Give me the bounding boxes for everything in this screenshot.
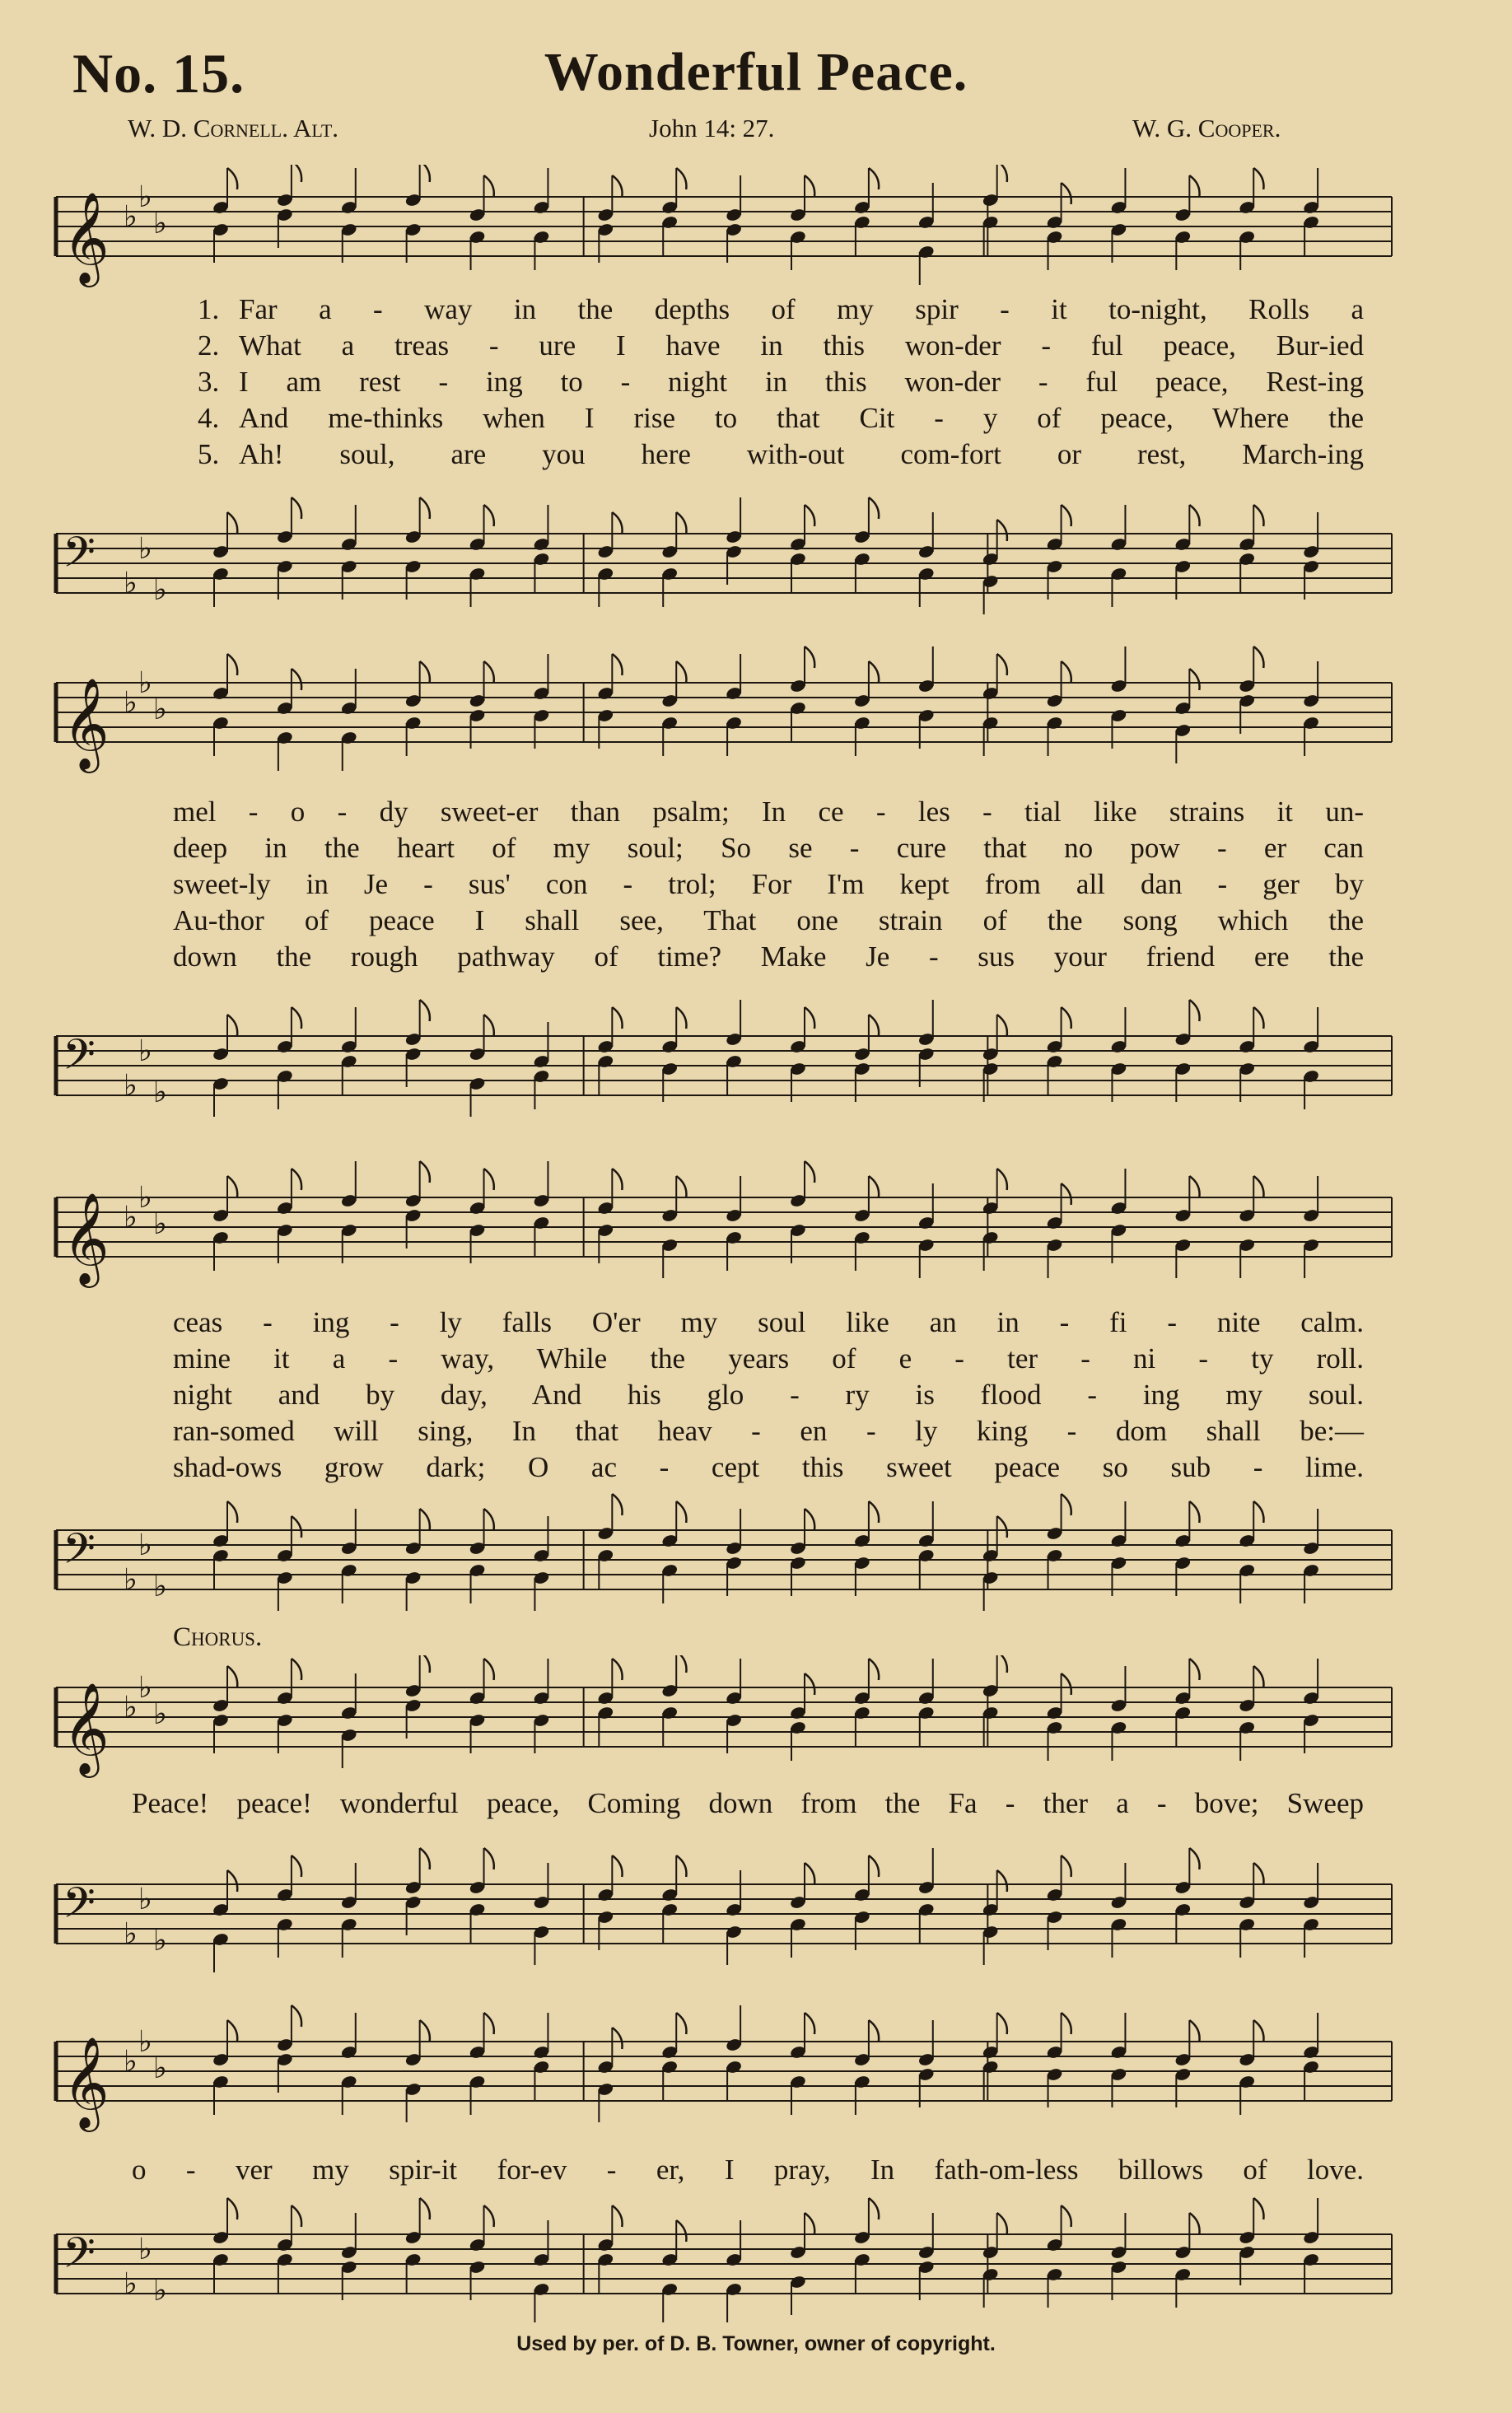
- verse-line: [0, 1415, 1512, 1451]
- note-flag: [227, 1666, 237, 1687]
- verse-text: Au-thor of peace I shall see, That one strain of the song which the: [173, 904, 1364, 936]
- bass-clef-icon: 𝄢: [63, 527, 96, 587]
- flat-sign-icon: ♭: [138, 1034, 152, 1068]
- verse-text: Ah! soul, are you here with-out com-fort or rest, March-ing: [239, 438, 1364, 470]
- note-flag: [612, 2028, 622, 2049]
- note-flag: [1253, 646, 1263, 668]
- flat-sign-icon: ♭: [124, 1917, 138, 1951]
- note-flag: [484, 1015, 494, 1036]
- flat-sign-icon: ♭: [124, 1201, 138, 1235]
- note-flag: [484, 661, 494, 683]
- note-flag: [420, 1161, 430, 1183]
- note-flag: [292, 1659, 301, 1680]
- note-flag: [805, 1673, 814, 1695]
- note-flag: [1062, 505, 1071, 526]
- note-flag: [997, 1655, 1007, 1673]
- note-flag: [805, 1509, 814, 1530]
- flat-sign-icon: ♭: [138, 1529, 152, 1562]
- flat-sign-icon: ♭: [138, 666, 152, 700]
- note-flag: [292, 497, 301, 519]
- note-flag: [997, 2213, 1007, 2234]
- verse-line: [0, 438, 1512, 474]
- note-flag: [1253, 1863, 1263, 1884]
- note-flag: [997, 2013, 1007, 2034]
- note-flag: [612, 512, 622, 534]
- note-flag: [612, 2205, 622, 2227]
- verse-line: [0, 832, 1512, 868]
- treble-clef-icon: 𝄞: [63, 677, 110, 769]
- flat-sign-icon: ♭: [124, 1069, 138, 1103]
- scripture-reference: John 14: 27.: [649, 114, 775, 142]
- note-flag: [1062, 183, 1071, 204]
- note-flag: [227, 1176, 237, 1197]
- note-flag: [227, 168, 237, 189]
- note-flag: [484, 1659, 494, 1680]
- note-flag: [805, 505, 814, 526]
- verse-line: [0, 1379, 1512, 1415]
- bass-clef-icon: 𝄢: [63, 2228, 96, 2288]
- verse-block-system-3: [0, 1306, 1512, 1487]
- note-flag: [420, 2198, 430, 2219]
- note-flag: [612, 1007, 622, 1029]
- note-flag: [676, 1855, 686, 1877]
- note-flag: [484, 1509, 494, 1530]
- note-flag: [805, 2213, 814, 2234]
- note-flag: [676, 512, 686, 534]
- flat-sign-icon: ♭: [124, 567, 138, 600]
- note-flag: [869, 1501, 879, 1523]
- note-flag: [1062, 1673, 1071, 1695]
- treble-clef-icon: 𝄞: [63, 191, 110, 283]
- note-flag: [676, 168, 686, 189]
- verse-text: sweet-ly in Je - sus' con - trol; For I'm kept from all dan - ger by: [173, 868, 1364, 900]
- note-flag: [612, 175, 622, 197]
- flat-sign-icon: ♭: [153, 1570, 167, 1603]
- flat-sign-icon: ♭: [124, 200, 138, 234]
- note-flag: [869, 1015, 879, 1036]
- note-flag: [420, 661, 430, 683]
- note-flag: [1189, 1176, 1199, 1197]
- flat-sign-icon: ♭: [153, 2274, 167, 2308]
- note-flag: [1062, 1007, 1071, 1029]
- treble-clef-icon: 𝄞: [63, 1192, 110, 1284]
- note-flag: [997, 1169, 1007, 1190]
- note-flag: [1189, 2020, 1199, 2042]
- flat-sign-icon: ♭: [153, 1207, 167, 1241]
- note-flag: [1189, 1659, 1199, 1680]
- verse-block-system-2: [0, 796, 1512, 977]
- note-flag: [484, 2205, 494, 2227]
- treble-staff-chorus-1: [49, 1655, 1400, 1779]
- verse-text: What a treas - ure I have in this won-der - ful peace, Bur-ied: [239, 329, 1364, 362]
- note-flag: [292, 669, 301, 690]
- note-flag: [1189, 1501, 1199, 1523]
- note-flag: [869, 168, 879, 189]
- verse-line: [0, 1451, 1512, 1487]
- note-flag: [997, 165, 1007, 182]
- note-flag: [292, 2205, 301, 2227]
- verse-line: [0, 796, 1512, 832]
- note-flag: [805, 175, 814, 197]
- note-flag: [292, 2005, 301, 2027]
- bass-staff-system-2: [49, 980, 1400, 1145]
- note-flag: [869, 1659, 879, 1680]
- note-flag: [484, 505, 494, 526]
- verse-line: [0, 1306, 1512, 1342]
- note-flag: [1062, 1855, 1071, 1877]
- note-flag: [805, 1161, 814, 1183]
- treble-clef-icon: 𝄞: [63, 1682, 110, 1774]
- note-flag: [227, 2198, 237, 2219]
- copyright-note: Used by per. of D. B. Towner, owner of copyright.: [516, 2332, 996, 2355]
- note-flag: [1062, 2205, 1071, 2227]
- verse-number: 4.: [198, 402, 220, 434]
- verse-text: I am rest - ing to - night in this won-der - ful peace, Rest-ing: [239, 366, 1364, 398]
- flat-sign-icon: ♭: [124, 2045, 138, 2079]
- treble-staff-system-3: [49, 1153, 1400, 1301]
- note-flag: [1253, 2020, 1263, 2042]
- note-flag: [997, 1870, 1007, 1892]
- note-flag: [612, 1659, 622, 1680]
- flat-sign-icon: ♭: [138, 1883, 152, 1916]
- bass-clef-icon: 𝄢: [63, 1029, 96, 1090]
- note-flag: [997, 1516, 1007, 1538]
- verse-text: night and by day, And his glo - ry is flood - ing my soul.: [173, 1379, 1364, 1411]
- verse-block-system-1: [0, 293, 1512, 474]
- note-flag: [227, 1501, 237, 1523]
- bass-staff-chorus-2: [49, 2191, 1400, 2331]
- note-flag: [484, 1169, 494, 1190]
- note-flag: [612, 654, 622, 675]
- flat-sign-icon: ♭: [124, 1691, 138, 1725]
- note-flag: [676, 1501, 686, 1523]
- bass-clef-icon: 𝄢: [63, 1524, 96, 1584]
- flat-sign-icon: ♭: [124, 1563, 138, 1597]
- flat-sign-icon: ♭: [138, 2025, 152, 2059]
- verse-line: [0, 293, 1512, 329]
- note-flag: [420, 1848, 430, 1869]
- verse-text: ran-somed will sing, In that heav - en - ly king - dom shall be:—: [173, 1415, 1364, 1447]
- note-flag: [612, 1855, 622, 1877]
- flat-sign-icon: ♭: [138, 2233, 152, 2266]
- note-flag: [1062, 661, 1071, 683]
- note-flag: [1253, 2198, 1263, 2219]
- note-flag: [676, 2220, 686, 2242]
- note-flag: [484, 2013, 494, 2034]
- words-credit: W. D. Cornell. Alt.: [128, 114, 339, 142]
- note-flag: [1189, 175, 1199, 197]
- verse-number: 1.: [198, 293, 220, 325]
- note-flag: [292, 165, 301, 182]
- note-flag: [1253, 505, 1263, 526]
- verse-text: Far a - way in the depths of my spir - it to-night, Rolls a: [239, 293, 1364, 325]
- verse-text: down the rough pathway of time? Make Je - sus your friend ere the: [173, 940, 1364, 973]
- note-flag: [1062, 2013, 1071, 2034]
- note-flag: [869, 1855, 879, 1877]
- treble-clef-icon: 𝄞: [63, 2036, 110, 2128]
- note-flag: [292, 1516, 301, 1538]
- verse-number: 2.: [198, 329, 220, 362]
- note-flag: [420, 497, 430, 519]
- verse-line: [0, 329, 1512, 366]
- verse-number: 5.: [198, 438, 220, 470]
- flat-sign-icon: ♭: [138, 180, 152, 214]
- note-flag: [805, 1863, 814, 1884]
- flat-sign-icon: ♭: [153, 207, 167, 240]
- note-flag: [420, 1655, 430, 1673]
- flat-sign-icon: ♭: [138, 532, 152, 566]
- flat-sign-icon: ♭: [138, 1671, 152, 1705]
- note-flag: [869, 1176, 879, 1197]
- note-flag: [805, 646, 814, 668]
- hymn-number: No. 15.: [72, 42, 245, 105]
- note-flag: [1062, 1494, 1071, 1515]
- treble-staff-system-1: [49, 165, 1400, 288]
- hymn-title: Wonderful Peace.: [544, 42, 968, 102]
- flat-sign-icon: ♭: [153, 2051, 167, 2085]
- note-flag: [227, 2020, 237, 2042]
- flat-sign-icon: ♭: [153, 1697, 167, 1731]
- note-flag: [420, 165, 430, 182]
- note-flag: [1189, 2213, 1199, 2234]
- note-flag: [869, 497, 879, 519]
- flat-sign-icon: ♭: [153, 1924, 167, 1958]
- verse-line: [0, 940, 1512, 977]
- note-flag: [869, 661, 879, 683]
- verse-line: [0, 366, 1512, 402]
- note-flag: [997, 520, 1007, 541]
- note-flag: [227, 654, 237, 675]
- bass-staff-system-1: [49, 486, 1400, 634]
- note-flag: [292, 1169, 301, 1190]
- note-flag: [227, 1870, 237, 1892]
- note-flag: [676, 2013, 686, 2034]
- verse-number: 3.: [198, 366, 220, 398]
- note-flag: [997, 1015, 1007, 1036]
- note-flag: [676, 661, 686, 683]
- verse-line: [0, 1342, 1512, 1379]
- note-flag: [227, 1015, 237, 1036]
- flat-sign-icon: ♭: [153, 693, 167, 726]
- note-flag: [1189, 1000, 1199, 1021]
- note-flag: [805, 2013, 814, 2034]
- note-flag: [420, 2020, 430, 2042]
- chorus-line-2: o - ver my spir-it for-ev - er, I pray, In fath-om-less billows of love.: [132, 2154, 1364, 2186]
- note-flag: [292, 1007, 301, 1029]
- verse-line: [0, 868, 1512, 904]
- flat-sign-icon: ♭: [124, 686, 138, 720]
- note-flag: [1189, 1848, 1199, 1869]
- flat-sign-icon: ♭: [124, 2267, 138, 2301]
- note-flag: [484, 1848, 494, 1869]
- verse-text: deep in the heart of my soul; So se - cure that no pow - er can: [173, 832, 1364, 864]
- verse-text: mel - o - dy sweet-er than psalm; In ce - les - tial like strains it un-: [173, 796, 1364, 828]
- note-flag: [612, 1169, 622, 1190]
- verse-line: [0, 904, 1512, 940]
- bass-staff-chorus-1: [49, 1832, 1400, 1989]
- note-flag: [227, 512, 237, 534]
- chorus-label: Chorus.: [173, 1622, 263, 1652]
- note-flag: [676, 1655, 686, 1673]
- flat-sign-icon: ♭: [138, 1181, 152, 1215]
- note-flag: [420, 1000, 430, 1021]
- note-flag: [292, 1855, 301, 1877]
- verse-line: [0, 402, 1512, 438]
- note-flag: [1253, 1007, 1263, 1029]
- flat-sign-icon: ♭: [153, 1076, 167, 1109]
- bass-clef-icon: 𝄢: [63, 1878, 96, 1938]
- treble-staff-chorus-2: [49, 1993, 1400, 2149]
- bass-staff-system-3: [49, 1491, 1400, 1622]
- note-flag: [1253, 1176, 1263, 1197]
- note-flag: [420, 1509, 430, 1530]
- note-flag: [1253, 168, 1263, 189]
- note-flag: [1189, 505, 1199, 526]
- note-flag: [869, 2020, 879, 2042]
- note-flag: [1253, 1666, 1263, 1687]
- verse-text: And me-thinks when I rise to that Cit - y of peace, Where the: [239, 402, 1364, 434]
- verse-text: mine it a - way, While the years of e - ter - ni - ty roll.: [173, 1342, 1364, 1375]
- note-flag: [805, 1007, 814, 1029]
- note-flag: [484, 175, 494, 197]
- note-flag: [997, 654, 1007, 675]
- music-credit: W. G. Cooper.: [1132, 114, 1281, 142]
- treble-staff-system-2: [49, 642, 1400, 782]
- note-flag: [676, 1176, 686, 1197]
- note-flag: [1253, 1501, 1263, 1523]
- chorus-line-1: Peace! peace! wonderful peace, Coming down from the Fa - ther a - bove; Sweep: [132, 1787, 1364, 1819]
- note-flag: [612, 1494, 622, 1515]
- note-flag: [1189, 669, 1199, 690]
- verse-text: ceas - ing - ly falls O'er my soul like an in - fi - nite calm.: [173, 1306, 1364, 1338]
- note-flag: [869, 2198, 879, 2219]
- note-flag: [676, 1007, 686, 1029]
- flat-sign-icon: ♭: [153, 573, 167, 607]
- note-flag: [1062, 1183, 1071, 1205]
- verse-text: shad-ows grow dark; O ac - cept this sweet peace so sub - lime.: [173, 1451, 1364, 1483]
